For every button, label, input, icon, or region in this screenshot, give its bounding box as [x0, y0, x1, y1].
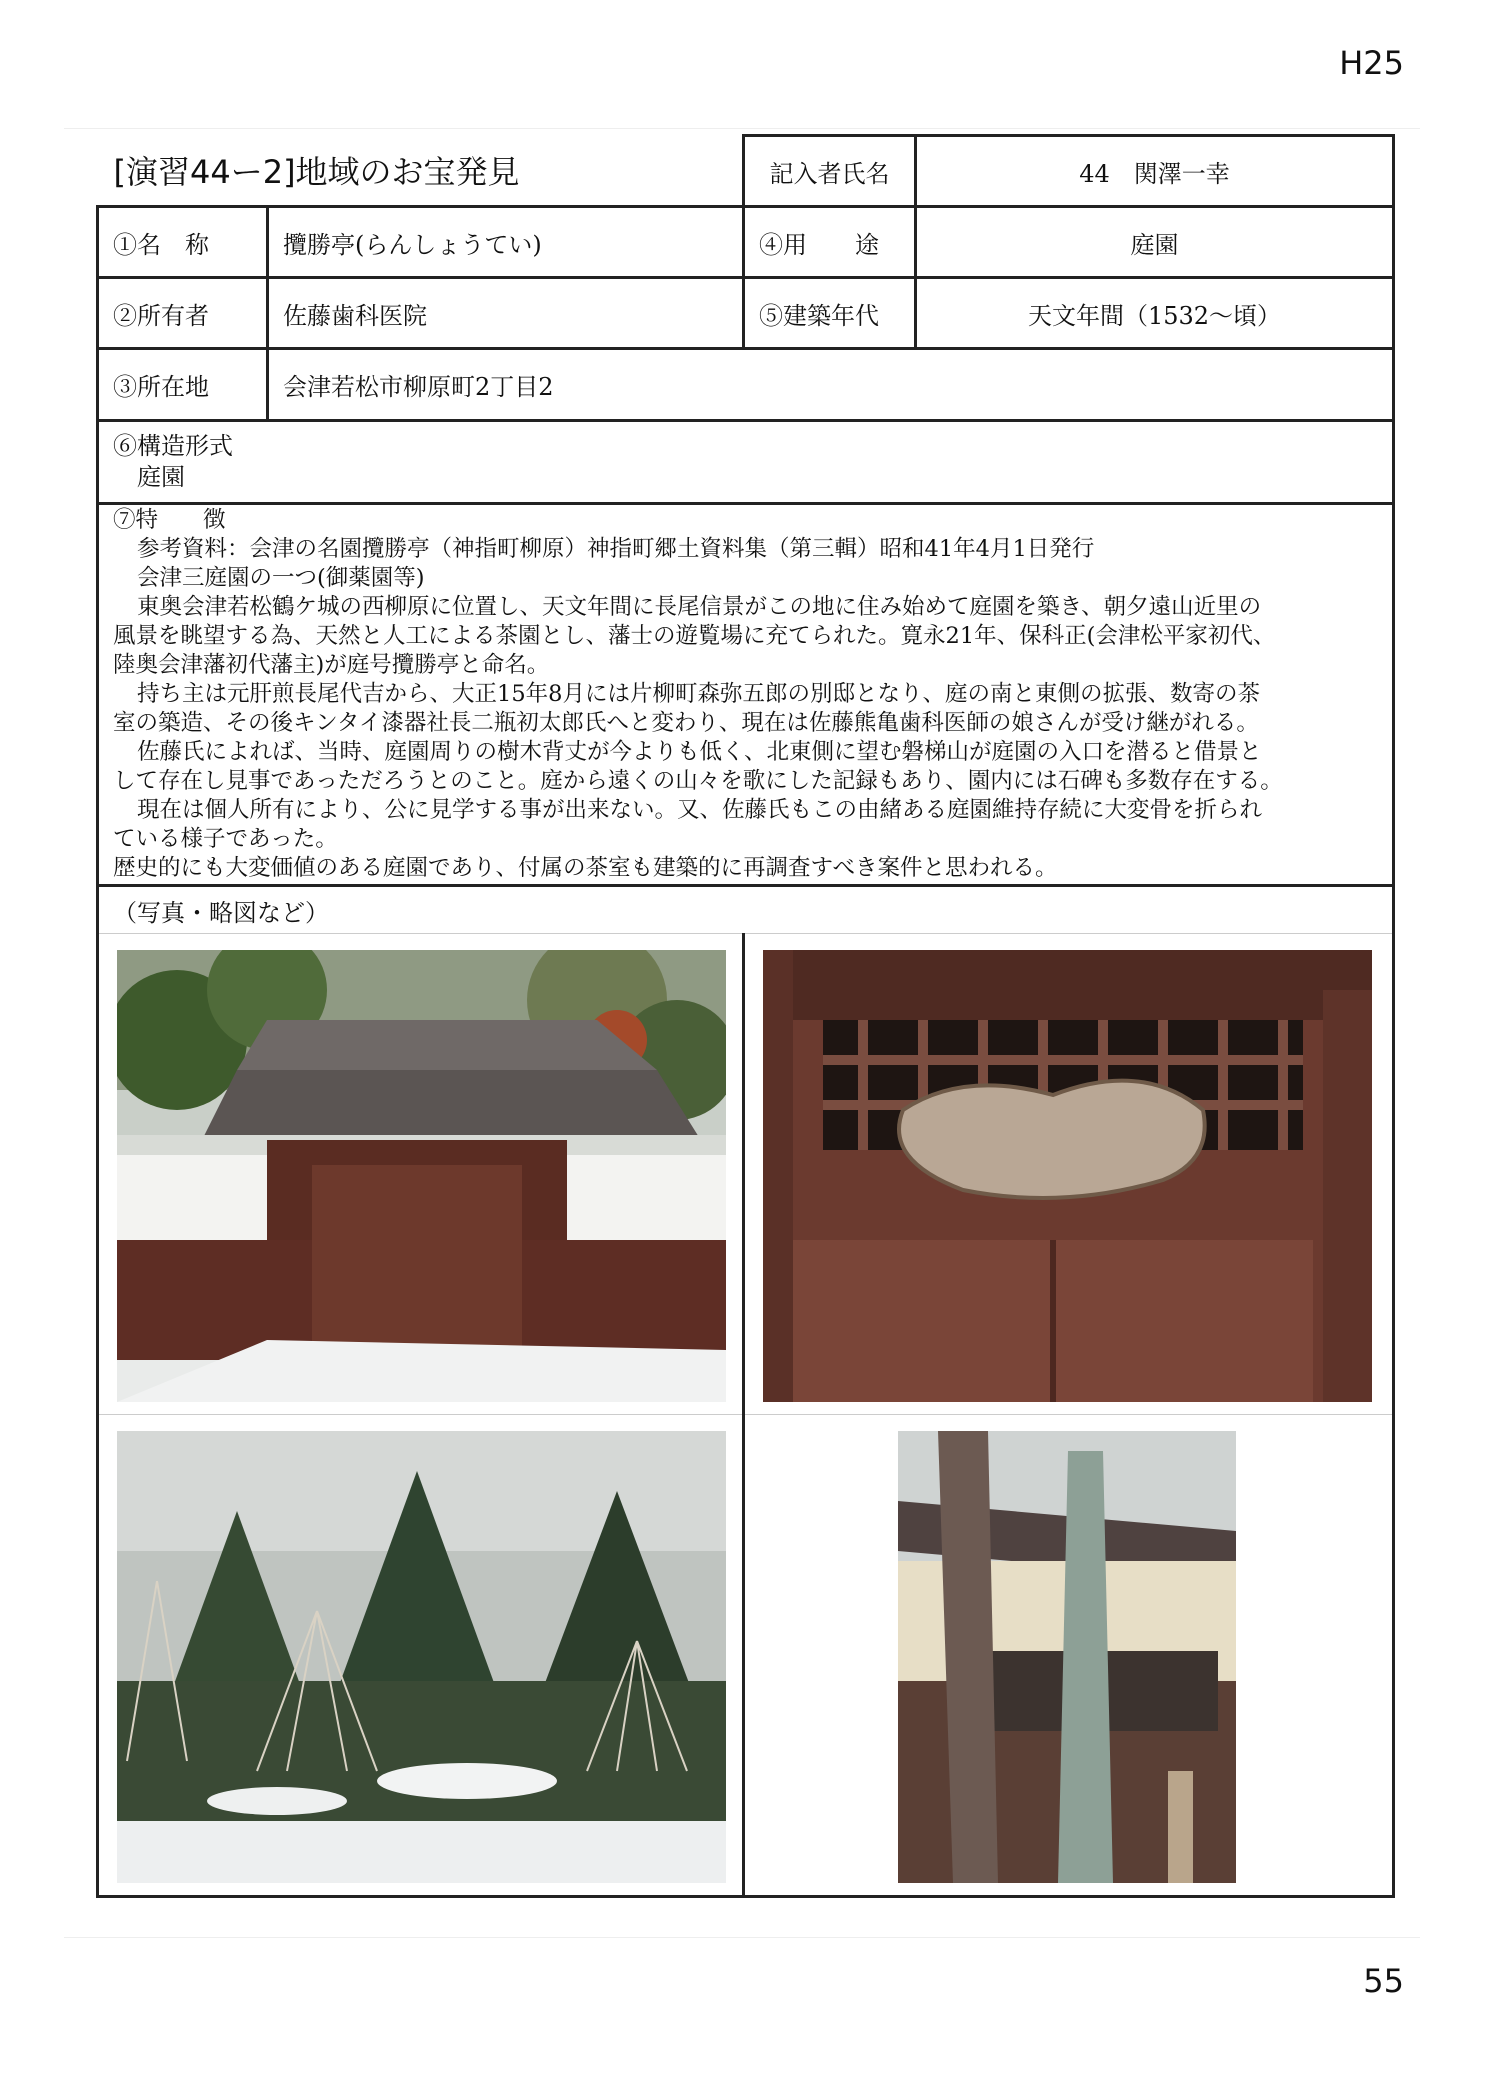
- owner-value: 佐藤歯科医院: [268, 278, 744, 349]
- recorder-label: 記入者氏名: [744, 136, 916, 207]
- features-line: 風景を眺望する為、天然と人工による茶園とし、藩士の遊覧場に充てられた。寛永21年、保科正(会津松平家初代、: [113, 623, 1276, 649]
- built-value: 天文年間（1532～頃）: [916, 278, 1394, 349]
- owner-label: ②所有者: [98, 278, 268, 349]
- features-line: 歴史的にも大変価値のある庭園であり、付属の茶室も建築的に再調査すべき案件と思われる。: [113, 855, 1058, 881]
- photo-gate-exterior: [117, 950, 726, 1402]
- name-value: 攬勝亭(らんしょうてい): [268, 207, 744, 278]
- location-value: 会津若松市柳原町2丁目2: [268, 349, 1394, 421]
- photo-stone-monument: [898, 1431, 1236, 1883]
- use-value: 庭園: [916, 207, 1394, 278]
- features-cell: [98, 504, 1394, 886]
- photos-label: （写真・略図など）: [98, 886, 1394, 934]
- photo-gate-signboard: [763, 950, 1372, 1402]
- features-line: ている様子であった。: [113, 826, 338, 852]
- features-line: 佐藤氏によれば、当時、庭園周りの樹木背丈が今よりも低く、北東側に望む磐梯山が庭園の入口を潜ると借景と: [137, 739, 1262, 765]
- page-number: 55: [1363, 1962, 1404, 2000]
- features-label: ⑦特 徴: [113, 507, 226, 533]
- features-line: して存在し見事であっただろうとのこと。庭から遠くの山々を歌にした記録もあり、園内には石碑も多数存在する。: [113, 768, 1283, 794]
- features-line: 現在は個人所有により、公に見学する事が出来ない。又、佐藤氏もこの由緒ある庭園維持存続に大変骨を折られ: [137, 797, 1263, 823]
- built-label: ⑤建築年代: [744, 278, 916, 349]
- recorder-value: 44 関澤一幸: [916, 136, 1394, 207]
- use-label: ④用 途: [744, 207, 916, 278]
- features-line: 陸奥会津藩初代藩主)が庭号攬勝亭と命名。: [113, 652, 550, 678]
- page-title: [演習44ー2]地域のお宝発見: [98, 136, 744, 207]
- photo-garden-winter: [117, 1431, 726, 1883]
- top-divider: [64, 128, 1420, 129]
- structure-label: ⑥構造形式: [113, 432, 233, 460]
- features-line: 東奥会津若松鶴ケ城の西柳原に位置し、天文年間に長尾信景がこの地に住み始めて庭園を築き、朝夕遠山近里の: [137, 594, 1262, 620]
- structure-cell: [98, 421, 1394, 504]
- features-line: 室の築造、その後キンタイ漆器社長二瓶初太郎氏へと変わり、現在は佐藤熊亀歯科医師の娘さんが受け継がれる。: [113, 710, 1259, 736]
- name-label: ①名 称: [98, 207, 268, 278]
- features-line: 持ち主は元肝煎長尾代吉から、大正15年8月には片柳町森弥五郎の別邸となり、庭の南と東側の拡張、数寄の茶: [137, 681, 1260, 707]
- features-line: 会津三庭園の一つ(御薬園等): [137, 565, 425, 591]
- document-code: H25: [1339, 44, 1404, 82]
- structure-value: 庭園: [137, 463, 185, 491]
- features-line: 参考資料：会津の名園攬勝亭（神指町柳原）神指町郷土資料集（第三輯）昭和41年4月1日発行: [137, 536, 1095, 562]
- bottom-divider: [64, 1937, 1420, 1938]
- location-label: ③所在地: [98, 349, 268, 421]
